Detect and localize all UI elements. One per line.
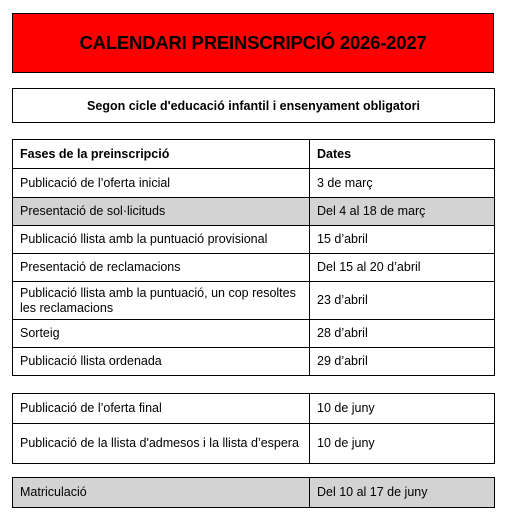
phase-cell: Sorteig <box>13 320 310 348</box>
table-row <box>13 424 495 464</box>
phase-cell: Presentació de sol·licituds <box>13 198 310 226</box>
phase-cell: Publicació llista amb la puntuació provisional <box>13 226 310 254</box>
table-row <box>13 169 495 198</box>
dates-cell: 28 d’abril <box>310 320 495 348</box>
table-header-row <box>13 140 495 169</box>
table-row <box>13 226 495 254</box>
phase-cell: Publicació de l’oferta final <box>13 394 310 424</box>
dates-cell: 10 de juny <box>310 424 495 464</box>
table-row <box>13 348 495 376</box>
final-offer-table <box>12 393 495 464</box>
dates-cell: 15 d’abril <box>310 226 495 254</box>
table-row <box>13 478 495 508</box>
phase-cell: Publicació llista ordenada <box>13 348 310 376</box>
phase-column-header: Fases de la preinscripció <box>13 140 310 169</box>
phase-cell: Publicació de la llista d'admesos i la llista d’espera <box>13 424 310 464</box>
phase-cell: Publicació llista amb la puntuació, un cop resoltes les reclamacions <box>13 282 310 320</box>
dates-cell: Del 4 al 18 de març <box>310 198 495 226</box>
table-row <box>13 282 495 320</box>
table-row <box>13 198 495 226</box>
table-row <box>13 254 495 282</box>
dates-cell: 23 d’abril <box>310 282 495 320</box>
phase-cell: Presentació de reclamacions <box>13 254 310 282</box>
page-title: CALENDARI PREINSCRIPCIÓ 2026-2027 <box>12 13 494 73</box>
phase-cell: Matriculació <box>13 478 310 508</box>
dates-cell: Del 10 al 17 de juny <box>310 478 495 508</box>
dates-column-header: Dates <box>310 140 495 169</box>
page-subtitle: Segon cicle d'educació infantil i ensenyament obligatori <box>12 88 495 123</box>
table-row <box>13 394 495 424</box>
enrollment-table <box>12 477 495 508</box>
dates-cell: 29 d’abril <box>310 348 495 376</box>
main-calendar-table <box>12 139 495 376</box>
dates-cell: 10 de juny <box>310 394 495 424</box>
phase-cell: Publicació de l’oferta inicial <box>13 169 310 198</box>
dates-cell: Del 15 al 20 d’abril <box>310 254 495 282</box>
table-row <box>13 320 495 348</box>
dates-cell: 3 de març <box>310 169 495 198</box>
